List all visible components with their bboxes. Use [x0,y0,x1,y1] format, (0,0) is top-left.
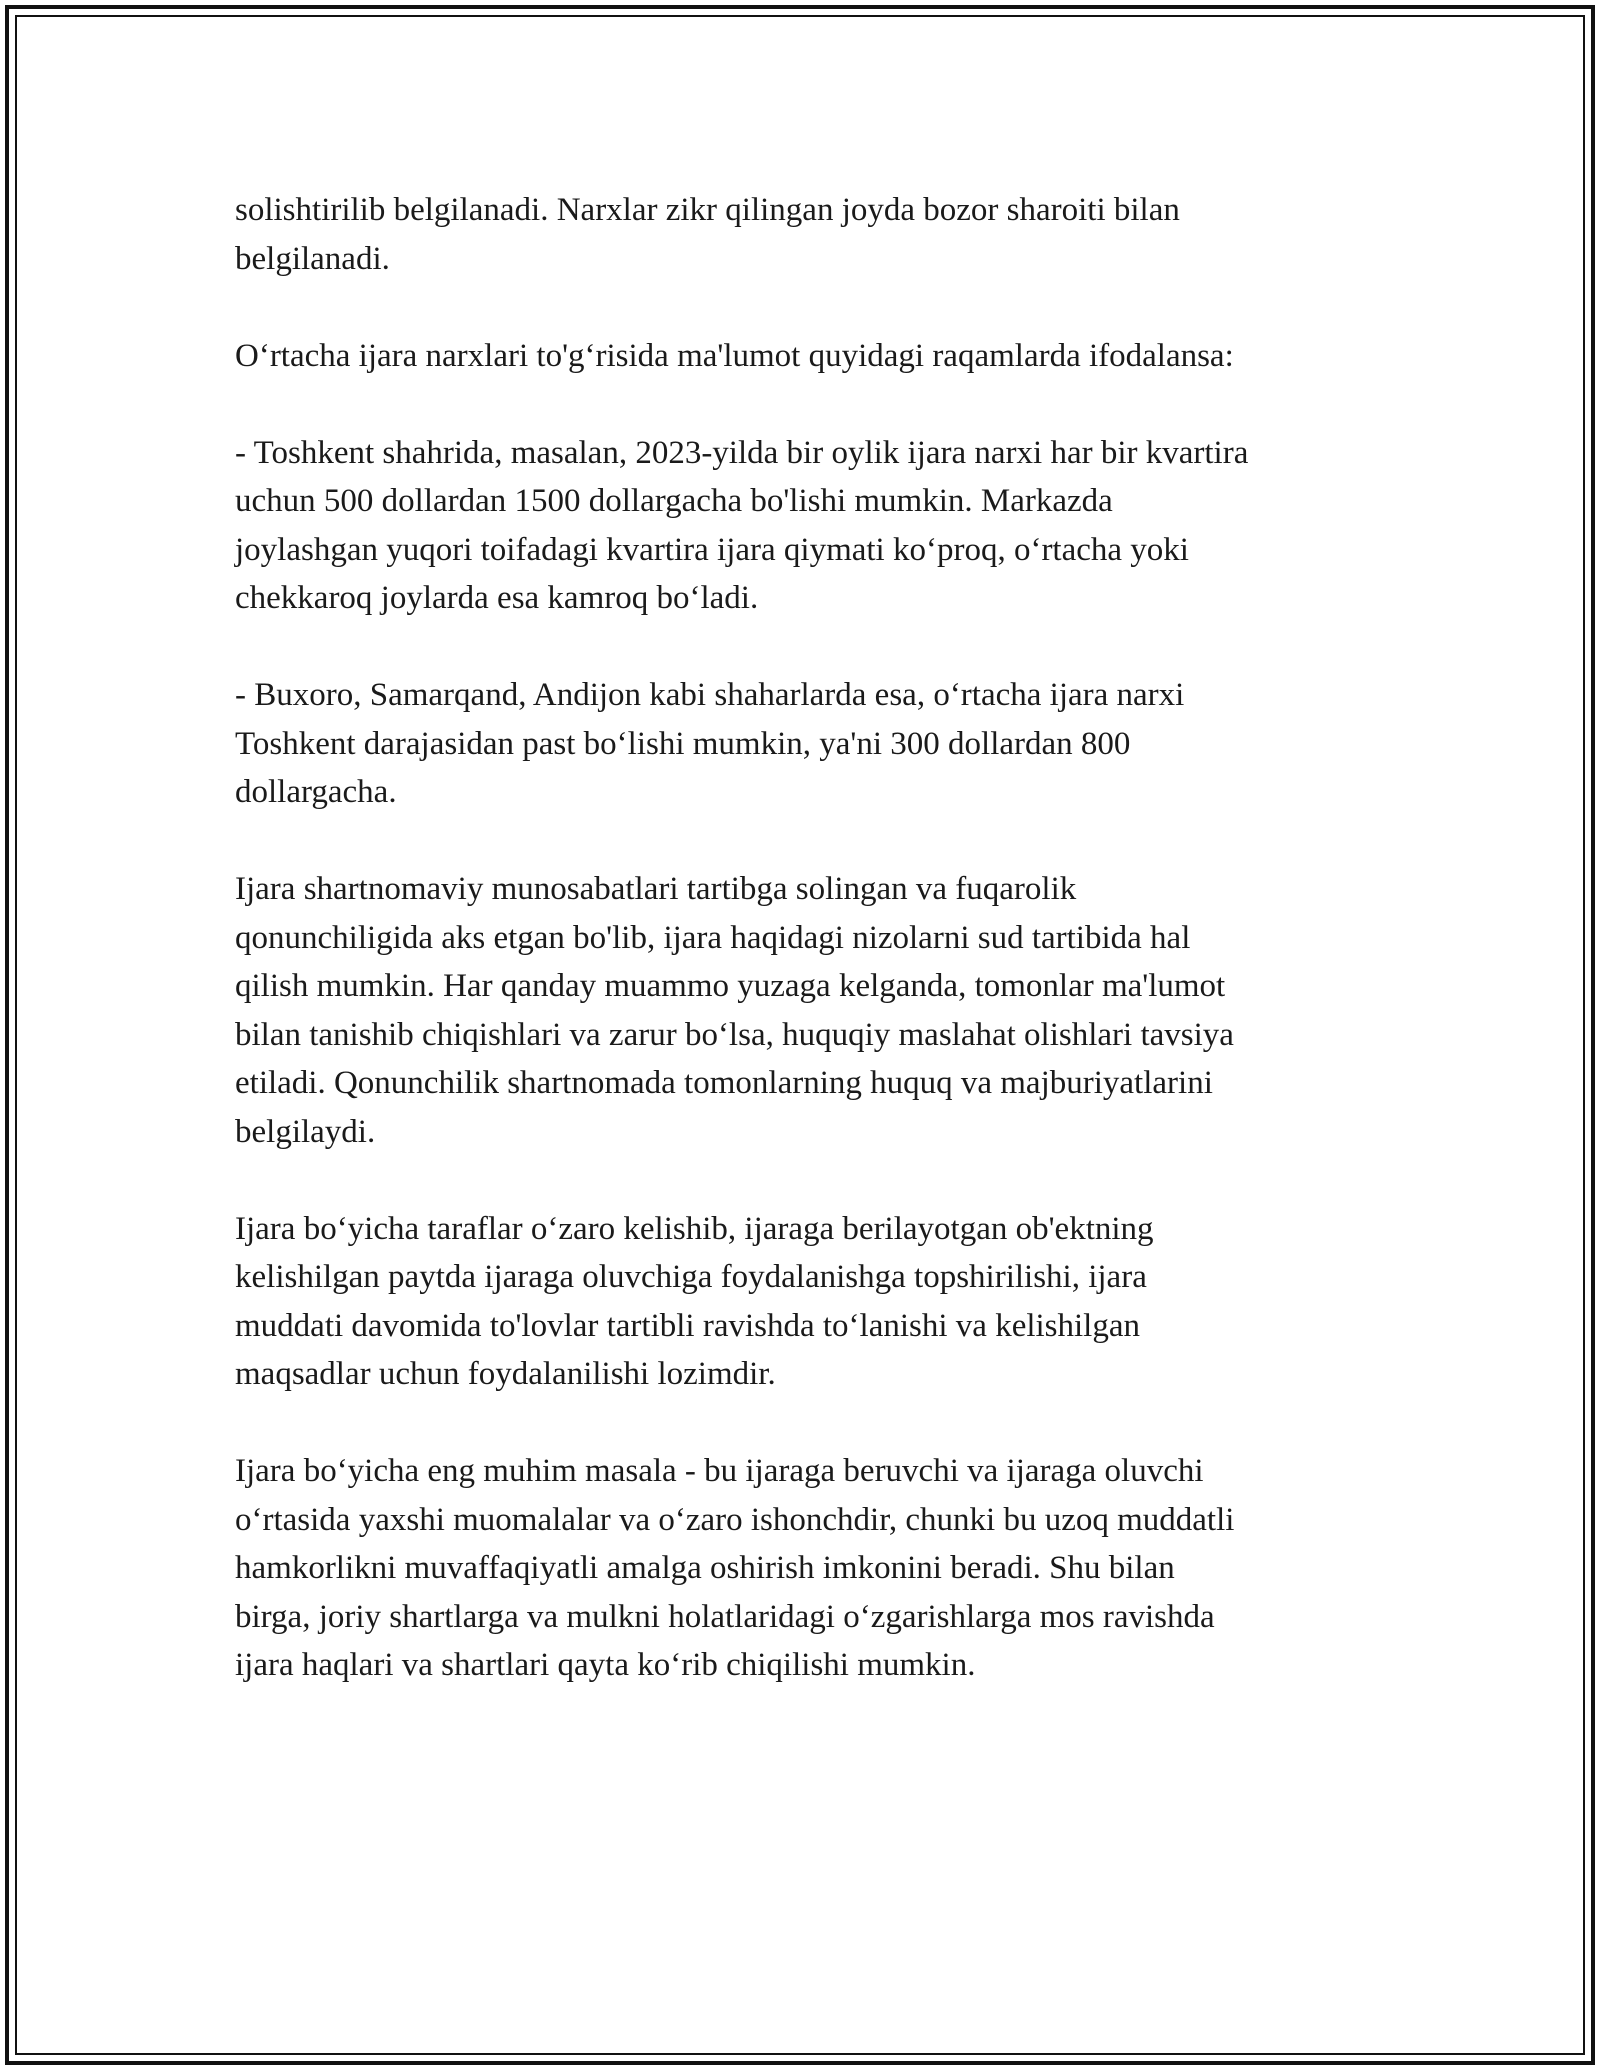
paragraph-price-comparison: solishtirilib belgilanadi. Narxlar zikr qilingan joyda bozor sharoiti bilan belgilanadi. [235,192,1180,277]
paragraph-tashkent-rent: - Toshkent shahrida, masalan, 2023-yilda bir oylik ijara narxi har bir kvartira uchun 500 dollardan 1500 dollargacha bo'lishi mumkin. Markazda joylashgan yuqori toifadagi kvartira ijara qiymati ko‘proq, o‘rtacha yoki chekkaroq joylarda esa kamroq bo‘ladi. [235,434,1249,616]
paragraph-regional-rent: - Buxoro, Samarqand, Andijon kabi shaharlarda esa, o‘rtacha ijara narxi Toshkent darajasidan past bo‘lishi mumkin, ya'ni 300 dollardan 800 dollargacha. [235,677,1185,810]
document-body [235,186,1395,1738]
paragraph-mutual-trust: Ijara bo‘yicha eng muhim masala - bu ijaraga beruvchi va ijaraga oluvchi o‘rtasida yaxshi muomalalar va o‘zaro ishonchdir, chunki bu uzoq muddatli hamkorlikni muvaffaqiyatli amalga oshirish imkonini beradi. Shu bilan birga, joriy shartlarga va mulkni holatlaridagi o‘zgarishlarga mos ravishda ijara haqlari va shartlari qayta ko‘rib chiqilishi mumkin. [235,1453,1235,1683]
paragraph-party-obligations: Ijara bo‘yicha taraflar o‘zaro kelishib, ijaraga berilayotgan ob'ektning kelishilgan paytda ijaraga oluvchiga foydalanishga topshirilishi, ijara muddati davomida to'lovlar tartibli ravishda to‘lanishi va kelishilgan maqsadlar uchun foydalanilishi lozimdir. [235,1210,1154,1392]
paragraph-legal-regulation: Ijara shartnomaviy munosabatlari tartibga solingan va fuqarolik qonunchiligida aks etgan bo'lib, ijara haqidagi nizolarni sud tartibida hal qilish mumkin. Har qanday muammo yuzaga kelganda, tomonlar ma'lumot bilan tanishib chiqishlari va zarur bo‘lsa, huquqiy maslahat olishlari tavsiya etiladi. Qonunchilik shartnomada tomonlarning huquq va majburiyatlarini belgilaydi. [235,871,1234,1150]
paragraph-average-rent-intro: O‘rtacha ijara narxlari to'g‘risida ma'lumot quyidagi raqamlarda ifodalansa: [235,337,1234,374]
